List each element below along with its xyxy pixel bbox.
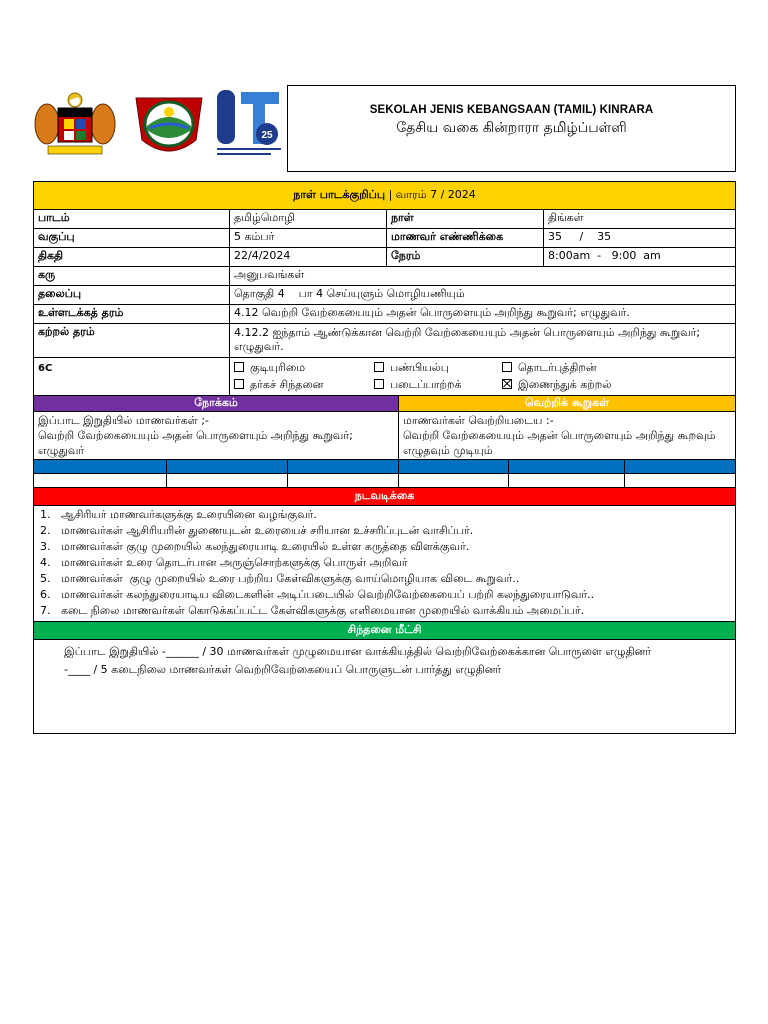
sixc-options	[230, 358, 735, 395]
ts25-badge-text: 25	[261, 130, 273, 141]
sixc-option[interactable]	[234, 378, 374, 395]
sixc-option[interactable]	[502, 378, 611, 395]
sixc-option-label: குடியுரிமை	[250, 361, 306, 374]
success-criteria-header: வெற்றிக் கூறுகள்	[399, 396, 735, 411]
logo-strip	[30, 88, 286, 168]
divider-cell	[625, 460, 735, 473]
school-name-english: SEKOLAH JENIS KEBANGSAAN (TAMIL) KINRARA	[369, 104, 654, 116]
date-value: 22/4/2024	[230, 248, 387, 266]
activities-row	[34, 506, 735, 622]
sixc-row	[34, 358, 735, 396]
sixc-option[interactable]	[234, 361, 374, 378]
checkbox-icon[interactable]	[374, 362, 384, 372]
objective-header-row	[34, 396, 735, 412]
sixc-option[interactable]	[502, 361, 597, 378]
objective-body: வெற்றி வேற்கையையும் அதன் பொருளையும் அறிந்து கூறுவர்; எழுதுவர்	[38, 429, 353, 457]
reflection-header: சிந்தனை மீட்சி	[34, 622, 735, 639]
checkbox-icon[interactable]	[502, 362, 512, 372]
subject-label: பாடம்	[34, 210, 230, 228]
checkbox-icon[interactable]	[234, 379, 244, 389]
students-label: மாணவர் எண்ணிக்கை	[387, 229, 544, 247]
activity-item: 2. மாணவர்கள் ஆசிரியரின் துணையுடன் உரையைச் சரியான உச்சரிப்புடன் வாசிப்பர்.	[40, 524, 474, 537]
topic-row	[34, 286, 735, 305]
empty-cell	[625, 474, 735, 487]
blue-divider-row	[34, 460, 735, 474]
sixc-option-label: பண்பியல்பு	[390, 361, 449, 374]
class-label: வகுப்பு	[34, 229, 230, 247]
title-row	[34, 182, 735, 210]
topic-label: தலைப்பு	[34, 286, 230, 304]
sixc-option-label: தர்கச் சிந்தனை	[250, 378, 324, 391]
date-label: திகதி	[34, 248, 230, 266]
reflection-header-row	[34, 622, 735, 640]
activities-header-row	[34, 488, 735, 506]
activity-item: 5. மாணவர்கள் குழு முறையில் உரை பற்றிய கேள்விகளுக்கு வாய்மொழியாக விடை கூறுவர்..	[40, 572, 520, 585]
lesson-plan-table	[33, 181, 736, 734]
topic-value: தொகுதி 4 பா 4 செய்யுளும் மொழியணியும்	[234, 287, 465, 300]
sixc-label: 6C	[34, 358, 230, 395]
reflection-text	[34, 640, 735, 733]
class-value: 5 கம்பர்	[230, 229, 387, 247]
reflection-line: -____ / 5 கடைநிலை மாணவர்கள் வெற்றிவேற்கையைப் பொருளுடன் பார்த்து எழுதினர்	[64, 663, 502, 676]
malaysia-crest-logo	[30, 88, 120, 160]
divider-cell	[399, 460, 509, 473]
objective-text	[34, 412, 399, 459]
theme-row	[34, 267, 735, 286]
plan-title: நாள் பாடக்குறிப்பு	[293, 188, 386, 201]
success-body: வெற்றி வேற்கையையும் அதன் பொருளையும் அறிந்து கூறவும் எழுதவும் முடியும்	[403, 429, 716, 457]
activities-list	[34, 506, 735, 621]
activity-item: 6. மாணவர்கள் கலந்துரையாடிய விடைகளின் அடிப்படையில் வெற்றிவேற்கையைப் பற்றி கலந்துரையாடுவர்..	[40, 588, 595, 601]
empty-cell	[399, 474, 509, 487]
sixc-option[interactable]	[374, 378, 502, 395]
day-label: நாள்	[387, 210, 544, 228]
success-criteria-text	[399, 412, 735, 459]
empty-cell	[288, 474, 399, 487]
divider-cell	[167, 460, 288, 473]
checked-checkbox-icon[interactable]	[502, 379, 512, 389]
success-intro: மாணவர்கள் வெற்றியடைய :-	[403, 414, 554, 427]
subject-row	[34, 210, 735, 229]
school-name-tamil: தேசிய வகை கின்றாரா தமிழ்ப்பள்ளி	[396, 120, 627, 136]
theme-value: அனுபவங்கள்	[234, 268, 305, 281]
divider-cell	[288, 460, 399, 473]
ts25-logo	[215, 88, 285, 162]
empty-row	[34, 474, 735, 488]
content-standard-value: 4.12 வெற்றி வேற்கையையும் அதன் பொருளையும் அறிந்து கூறுவர்; எழுதுவர்.	[234, 306, 630, 319]
date-row	[34, 248, 735, 267]
sixc-option-label: படைப்பாற்றக்	[390, 378, 462, 391]
reflection-row	[34, 640, 735, 733]
objective-row	[34, 412, 735, 460]
checkbox-icon[interactable]	[374, 379, 384, 389]
subject-value: தமிழ்மொழி	[230, 210, 387, 228]
learning-standard-value: 4.12.2 ஐந்தாம் ஆண்டுக்கான வெற்றி வேற்கையையும் அதன் பொருளையும் அறிந்து கூறுவர்; எழுதுவர்.	[234, 326, 701, 353]
activity-item: 3. மாணவர்கள் குழு முறையில் கலந்துரையாடி உரையில் உள்ள கருத்தை விளக்குவர்.	[40, 540, 470, 553]
theme-label: கரு	[34, 267, 230, 285]
school-name-box	[287, 85, 736, 172]
students-value: 35 / 35	[548, 230, 612, 243]
activity-item: 1. ஆசிரியர் மாணவர்களுக்கு உரையினை வழங்குவர்.	[40, 508, 317, 521]
district-education-logo	[130, 90, 208, 160]
activity-item: 4. மாணவர்கள் உரை தொடர்பான அருஞ்சொற்களுக்கு பொருள் அறிவர்	[40, 556, 408, 569]
time-value: 8:00am - 9:00 am	[548, 249, 661, 262]
content-standard-label: உள்ளடக்கத் தரம்	[34, 305, 230, 323]
sixc-option-label: தொடர்புத்திறன்	[518, 361, 597, 374]
checkbox-icon[interactable]	[234, 362, 244, 372]
objective-intro: இப்பாட இறுதியில் மாணவர்கள் ;-	[38, 414, 209, 427]
day-value: திங்கள்	[548, 211, 584, 224]
empty-cell	[509, 474, 625, 487]
activities-header: நடவடிக்கை	[34, 488, 735, 505]
learning-standard-label: கற்றல் தரம்	[34, 324, 230, 357]
objective-header: நோக்கம்	[34, 396, 399, 411]
sixc-option[interactable]	[374, 361, 502, 378]
sixc-option-label: இணைந்துக் கற்றல்	[518, 378, 612, 391]
empty-cell	[34, 474, 167, 487]
divider-cell	[509, 460, 625, 473]
plan-week: | வாரம் 7 / 2024	[388, 188, 476, 201]
divider-cell	[34, 460, 167, 473]
reflection-line: இப்பாட இறுதியில் -______ / 30 மாணவர்கள் முழுமையான வாக்கியத்தில் வெற்றிவேற்கைக்கான பொருளை எழுதினர்	[64, 645, 652, 658]
time-label: நேரம்	[387, 248, 544, 266]
learning-standard-row	[34, 324, 735, 358]
activity-item: 7. கடை நிலை மாணவர்கள் கொடுக்கப்பட்ட கேள்விகளுக்கு எளிமையான முறையில் வாக்கியம் அமைப்பர்.	[40, 604, 585, 617]
content-standard-row	[34, 305, 735, 324]
empty-cell	[167, 474, 288, 487]
class-row	[34, 229, 735, 248]
